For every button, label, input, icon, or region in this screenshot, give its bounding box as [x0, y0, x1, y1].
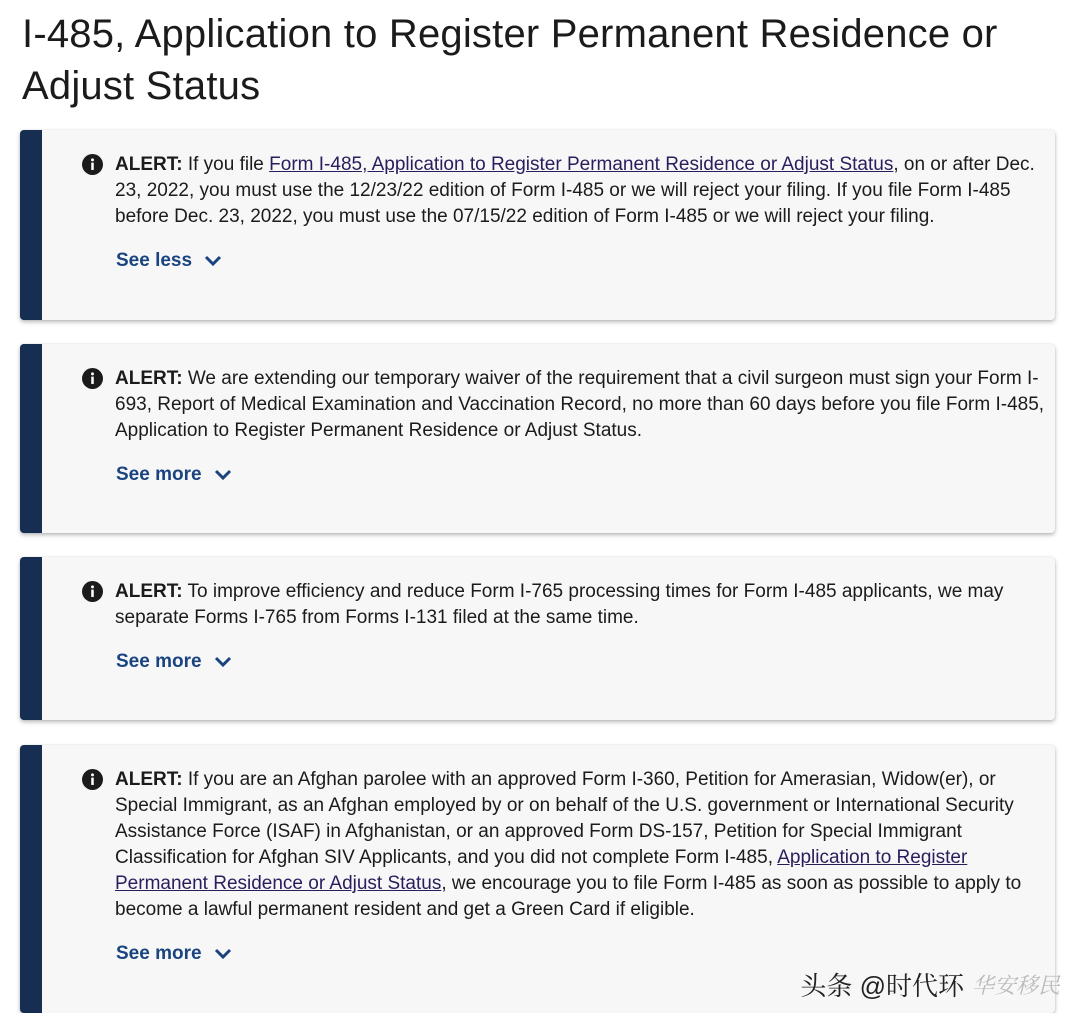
- alert-edition-notice: [20, 130, 1055, 320]
- see-more-toggle[interactable]: [116, 651, 232, 673]
- alert-label: ALERT:: [115, 368, 183, 389]
- alert-i765-separation: [20, 557, 1055, 720]
- alert-civil-surgeon-waiver: [20, 344, 1055, 533]
- alert-text-part: We are extending our temporary waiver of the requirement that a civil surgeon must sign your Form I-693, Report of Medical Examination and Vaccination Record, no more than 60 days before you file Form I-485, Application to Register Permanent Residence or Adjust Status.: [115, 368, 1045, 441]
- info-circle-icon: [82, 769, 103, 790]
- alert-label: ALERT:: [115, 769, 183, 790]
- alert-label: ALERT:: [115, 581, 183, 602]
- chevron-down-icon: [214, 656, 232, 668]
- see-more-toggle[interactable]: [116, 943, 232, 965]
- alert-text: [115, 366, 1060, 444]
- see-less-toggle[interactable]: [116, 250, 222, 272]
- alert-text: [115, 152, 1060, 230]
- page-title: I-485, Application to Register Permanent Residence or Adjust Status: [22, 12, 998, 108]
- toggle-label: See less: [116, 250, 193, 271]
- watermark: [800, 966, 1060, 1003]
- toggle-label: See more: [116, 943, 202, 964]
- alert-label: ALERT:: [115, 154, 183, 175]
- form-i485-link[interactable]: Form I-485, Application to Register Permanent Residence or Adjust Status: [269, 154, 894, 175]
- alert-text-part: If you file: [182, 154, 270, 175]
- info-circle-icon: [82, 154, 103, 175]
- watermark-faint-text: 华安移民: [971, 973, 1060, 998]
- chevron-down-icon: [214, 469, 232, 481]
- alert-text-part: To improve efficiency and reduce Form I-765 processing times for Form I-485 applicants, we may separate Forms I-765 from Forms I-131 filed at the same time.: [115, 581, 1004, 628]
- alert-text-part: If you are an Afghan parolee with an approved Form I-360, Petition for Amerasian, Widow(er), or Special Immigrant, as an Afghan employed by or on behalf of the U.S. government or International Security Assistance Force (ISAF) in Afghanistan, or an approved Form DS-157, Petition for Special Immigrant Classification for Afghan SIV Applicants, and you did not complete Form I-485,: [115, 769, 1014, 868]
- chevron-down-icon: [204, 255, 222, 267]
- alert-text: [115, 579, 1060, 631]
- toggle-label: See more: [116, 651, 202, 672]
- alert-text-part: , on or after Dec. 23, 2022, you must use the 12/23/22 edition of Form I-485 or we will reject your filing. If you file Form I-485 before Dec. 23, 2022, you must use the 07/15/22 edition of Form I-485 or we will reject your filing.: [115, 154, 1035, 227]
- alert-text-part: , we encourage you to file Form I-485 as soon as possible to apply to become a lawful permanent resident and get a Green Card if eligible.: [115, 873, 1022, 920]
- chevron-down-icon: [214, 948, 232, 960]
- see-more-toggle[interactable]: [116, 464, 232, 486]
- info-circle-icon: [82, 581, 103, 602]
- application-link[interactable]: Application to Register Permanent Residence or Adjust Status: [115, 847, 968, 894]
- watermark-text: 头条 @时代环: [800, 971, 964, 1001]
- alert-text: [115, 767, 1060, 923]
- info-circle-icon: [82, 368, 103, 389]
- toggle-label: See more: [116, 464, 202, 485]
